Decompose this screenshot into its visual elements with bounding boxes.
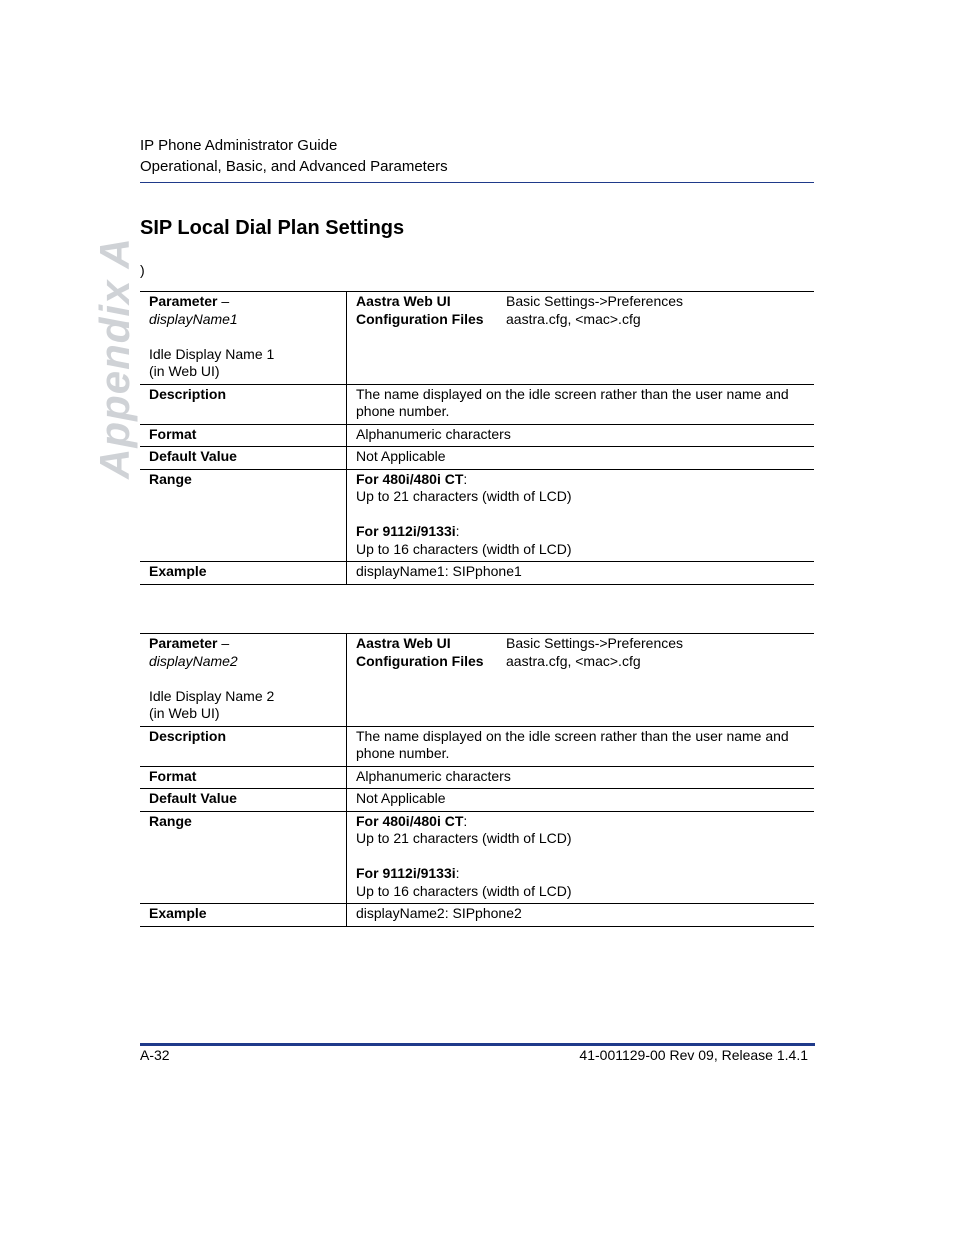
table-row	[140, 634, 814, 727]
parameter-alias: Idle Display Name 1	[149, 345, 275, 362]
default-value-label: Default Value	[140, 789, 347, 812]
parameter-table-displayname2	[140, 633, 814, 927]
parameter-name: displayName2	[149, 652, 238, 669]
table-row	[140, 469, 814, 562]
web-ui-value: Basic Settings->Preferences	[506, 635, 684, 651]
table-row	[140, 424, 814, 447]
table-row	[140, 562, 814, 585]
parameter-label: Parameter	[149, 635, 218, 651]
description-label: Description	[140, 384, 347, 424]
document-id: 41-001129-00 Rev 09, Release 1.4.1	[579, 1047, 808, 1063]
range-label: Range	[140, 811, 347, 904]
range-model-2: For 9112i/9133i	[356, 523, 456, 539]
parameter-dash: –	[217, 635, 230, 651]
running-header	[140, 135, 448, 177]
config-files-value: aastra.cfg, <mac>.cfg	[506, 310, 641, 327]
header-chapter-title: Operational, Basic, and Advanced Parameters	[140, 158, 448, 175]
example-label: Example	[140, 904, 347, 927]
web-ui-value: Basic Settings->Preferences	[506, 293, 684, 309]
description-value: The name displayed on the idle screen rather than the user name and phone number.	[347, 726, 815, 766]
appendix-side-tab-label: Appendix A	[91, 236, 138, 479]
page-number: A-32	[140, 1047, 170, 1063]
parameter-cell	[140, 292, 347, 385]
format-value: Alphanumeric characters	[347, 766, 815, 789]
range-limit-2: Up to 16 characters (width of LCD)	[356, 882, 572, 899]
table-row	[140, 811, 814, 904]
section-title: SIP Local Dial Plan Settings	[140, 217, 405, 239]
stray-text: )	[140, 262, 145, 278]
parameter-alias-note: (in Web UI)	[149, 363, 220, 379]
range-model-2: For 9112i/9133i	[356, 865, 456, 881]
range-value: For 480i/480i CT: Up to 21 characters (width of LCD) For 9112i/9133i: Up to 16 characters (width of LCD)	[347, 811, 815, 904]
table-row	[140, 384, 814, 424]
range-limit-1: Up to 21 characters (width of LCD)	[356, 488, 572, 504]
table-row	[140, 904, 814, 927]
range-limit-2: Up to 16 characters (width of LCD)	[356, 540, 572, 557]
web-ui-label: Aastra Web UI	[356, 635, 451, 651]
range-limit-1: Up to 21 characters (width of LCD)	[356, 830, 572, 846]
parameter-name: displayName1	[149, 310, 238, 327]
parameter-alias-note: (in Web UI)	[149, 705, 220, 721]
table-row	[140, 292, 814, 385]
location-cell	[347, 634, 815, 727]
default-value: Not Applicable	[347, 789, 815, 812]
table-row	[140, 789, 814, 812]
web-ui-label: Aastra Web UI	[356, 293, 451, 309]
range-value: For 480i/480i CT: Up to 21 characters (width of LCD) For 9112i/9133i: Up to 16 characters (width of LCD)	[347, 469, 815, 562]
table-row	[140, 447, 814, 470]
config-files-label: Configuration Files	[356, 652, 484, 669]
appendix-side-tab	[90, 236, 140, 479]
description-label: Description	[140, 726, 347, 766]
footer-rule	[140, 1043, 815, 1046]
config-files-value: aastra.cfg, <mac>.cfg	[506, 652, 641, 669]
example-value: displayName2: SIPphone2	[347, 904, 815, 927]
range-model-1: For 480i/480i CT	[356, 470, 464, 487]
table-row	[140, 766, 814, 789]
parameter-dash: –	[217, 293, 230, 309]
default-value-label: Default Value	[140, 447, 347, 470]
example-label: Example	[140, 562, 347, 585]
format-label: Format	[140, 766, 347, 789]
example-value: displayName1: SIPphone1	[347, 562, 815, 585]
range-label: Range	[140, 469, 347, 562]
description-value: The name displayed on the idle screen rather than the user name and phone number.	[347, 384, 815, 424]
parameter-label: Parameter	[149, 293, 218, 309]
header-guide-title: IP Phone Administrator Guide	[140, 137, 338, 154]
format-value: Alphanumeric characters	[347, 424, 815, 447]
parameter-alias: Idle Display Name 2	[149, 687, 275, 704]
format-label: Format	[140, 424, 347, 447]
header-rule	[140, 182, 814, 183]
parameter-cell	[140, 634, 347, 727]
range-model-1: For 480i/480i CT	[356, 812, 464, 829]
default-value: Not Applicable	[347, 447, 815, 470]
location-cell	[347, 292, 815, 385]
config-files-label: Configuration Files	[356, 310, 484, 327]
parameter-table-displayname1	[140, 291, 814, 585]
table-row	[140, 726, 814, 766]
